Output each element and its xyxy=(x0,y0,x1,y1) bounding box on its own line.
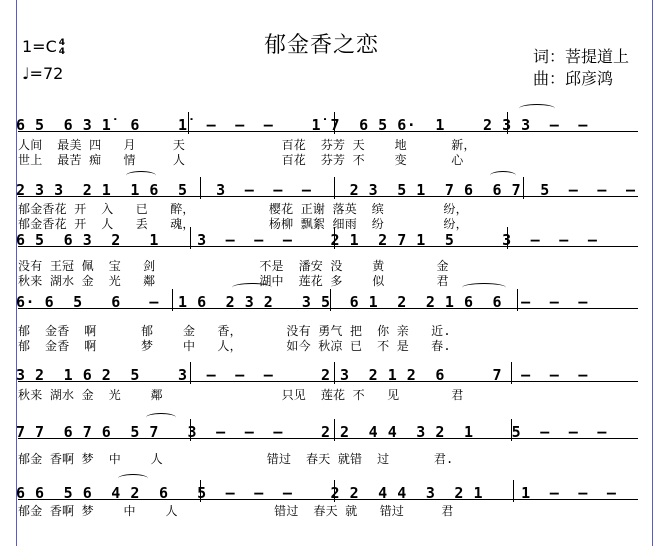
lyric-verse-2: 郁 金香 啊 梦 中 人， 如今 秋凉 已 不 是 春. xyxy=(18,339,451,353)
lyric-verse-2: 世上 最苦 痴 情 人 百花 芬芳 不 变 心 xyxy=(18,153,464,167)
tempo-marking: ♩=72 xyxy=(22,64,64,83)
beam-line xyxy=(18,246,638,247)
notes-line: 6 5 6 3 2 1 3 – – – 2 1 2 7 1 5 3 – – – xyxy=(16,231,598,249)
lyric-verse-1: 人间 最美 四 月 天 百花 芬芳 天 地 新， xyxy=(18,138,476,152)
beam-line xyxy=(18,499,638,500)
beam-line xyxy=(18,131,638,132)
slur xyxy=(126,171,156,180)
slur xyxy=(490,171,516,180)
notes-line: 6· 6 5 6 – 1 6 2 3 2 3 5 6 1 2 2 1 6 6 – – – xyxy=(16,293,588,311)
beam-line xyxy=(18,308,638,309)
bar-line xyxy=(334,419,335,441)
bar-line xyxy=(190,362,191,384)
bar-line xyxy=(190,227,191,249)
notes-line: 6 6 5 6 4 2 6 5 – – – 2 2 4 4 3 2 1 1 – – – xyxy=(16,484,617,502)
notes-line: 3 2 1 6 2 5 3 – – – 2 3 2 1 2 6 7 – – – xyxy=(16,366,588,384)
bar-line xyxy=(334,480,335,502)
bar-line xyxy=(513,480,514,502)
bar-line xyxy=(334,362,335,384)
bar-line xyxy=(507,112,508,134)
page-right-border xyxy=(652,0,653,546)
slur xyxy=(519,104,555,113)
bar-line xyxy=(190,419,191,441)
bar-line xyxy=(334,177,335,199)
lyric-verse-1: 郁 金香 啊 郁 金 香， 没有 勇气 把 你 亲 近. xyxy=(18,324,451,338)
lyric-verse-1: 郁金 香啊 梦 中 人 错过 春天 就 错过 君 xyxy=(18,504,454,518)
page-left-border xyxy=(16,0,17,546)
bar-line xyxy=(188,112,189,134)
notes-line: 2 3 3 2 1 1 6 5 3 – – – 2 3 5 1 7 6 6 7 5 – – – xyxy=(16,181,636,199)
key-label: 1=C xyxy=(22,37,57,56)
bar-line xyxy=(172,289,173,311)
beam-line xyxy=(18,196,638,197)
beam-line xyxy=(18,438,638,439)
lyric-verse-2: 秋来 湖水 金 光 鄰 湖中 莲花 多 似 君 xyxy=(18,274,449,288)
lyric-verse-1: 郁金 香啊 梦 中 人 错过 春天 就错 过 君. xyxy=(18,452,454,466)
lyric-verse-1: 没有 王冠 佩 宝 剑 不是 潘安 没 黄 金 xyxy=(18,259,449,273)
lyric-verse-1: 郁金香花 开 入 已 醉， 樱花 正谢 落英 缤 纷， xyxy=(18,202,468,216)
bar-line xyxy=(523,177,524,199)
slur xyxy=(462,283,506,292)
time-top: 4 xyxy=(58,37,66,48)
lyric-verse-2: 郁金香花 开 人 丢 魂， 杨柳 飘絮 细雨 纷 纷， xyxy=(18,217,468,231)
song-title: 郁金香之恋 xyxy=(264,33,380,58)
bar-line xyxy=(511,419,512,441)
time-signature xyxy=(59,39,65,57)
bar-line xyxy=(507,227,508,249)
bar-line xyxy=(334,112,335,134)
composer-credit: 曲：邱彦鸿 xyxy=(533,69,614,88)
beam-line xyxy=(18,381,638,382)
bar-line xyxy=(334,227,335,249)
lyricist-credit: 词：菩提道上 xyxy=(533,47,630,66)
bar-line xyxy=(330,289,331,311)
bar-line xyxy=(200,480,201,502)
lyric-verse-1: 秋来 湖水 金 光 鄰 只见 莲花 不 见 君 xyxy=(18,388,464,402)
bar-line xyxy=(517,289,518,311)
key-signature xyxy=(22,37,65,57)
slur xyxy=(146,413,176,422)
bar-line xyxy=(200,177,201,199)
time-bottom: 4 xyxy=(58,46,66,57)
slur xyxy=(118,474,148,483)
bar-line xyxy=(511,362,512,384)
slur xyxy=(232,283,272,292)
notes-line: 6 5 6 3 1̇ 6 1̇ – – – 1̇ 7 6 5 6· 1 2 3 3 – – xyxy=(16,116,588,134)
notes-line: 7 7 6 7 6 5 7 3 – – – 2 2 4 4 3 2 1 5 – – – xyxy=(16,423,607,441)
